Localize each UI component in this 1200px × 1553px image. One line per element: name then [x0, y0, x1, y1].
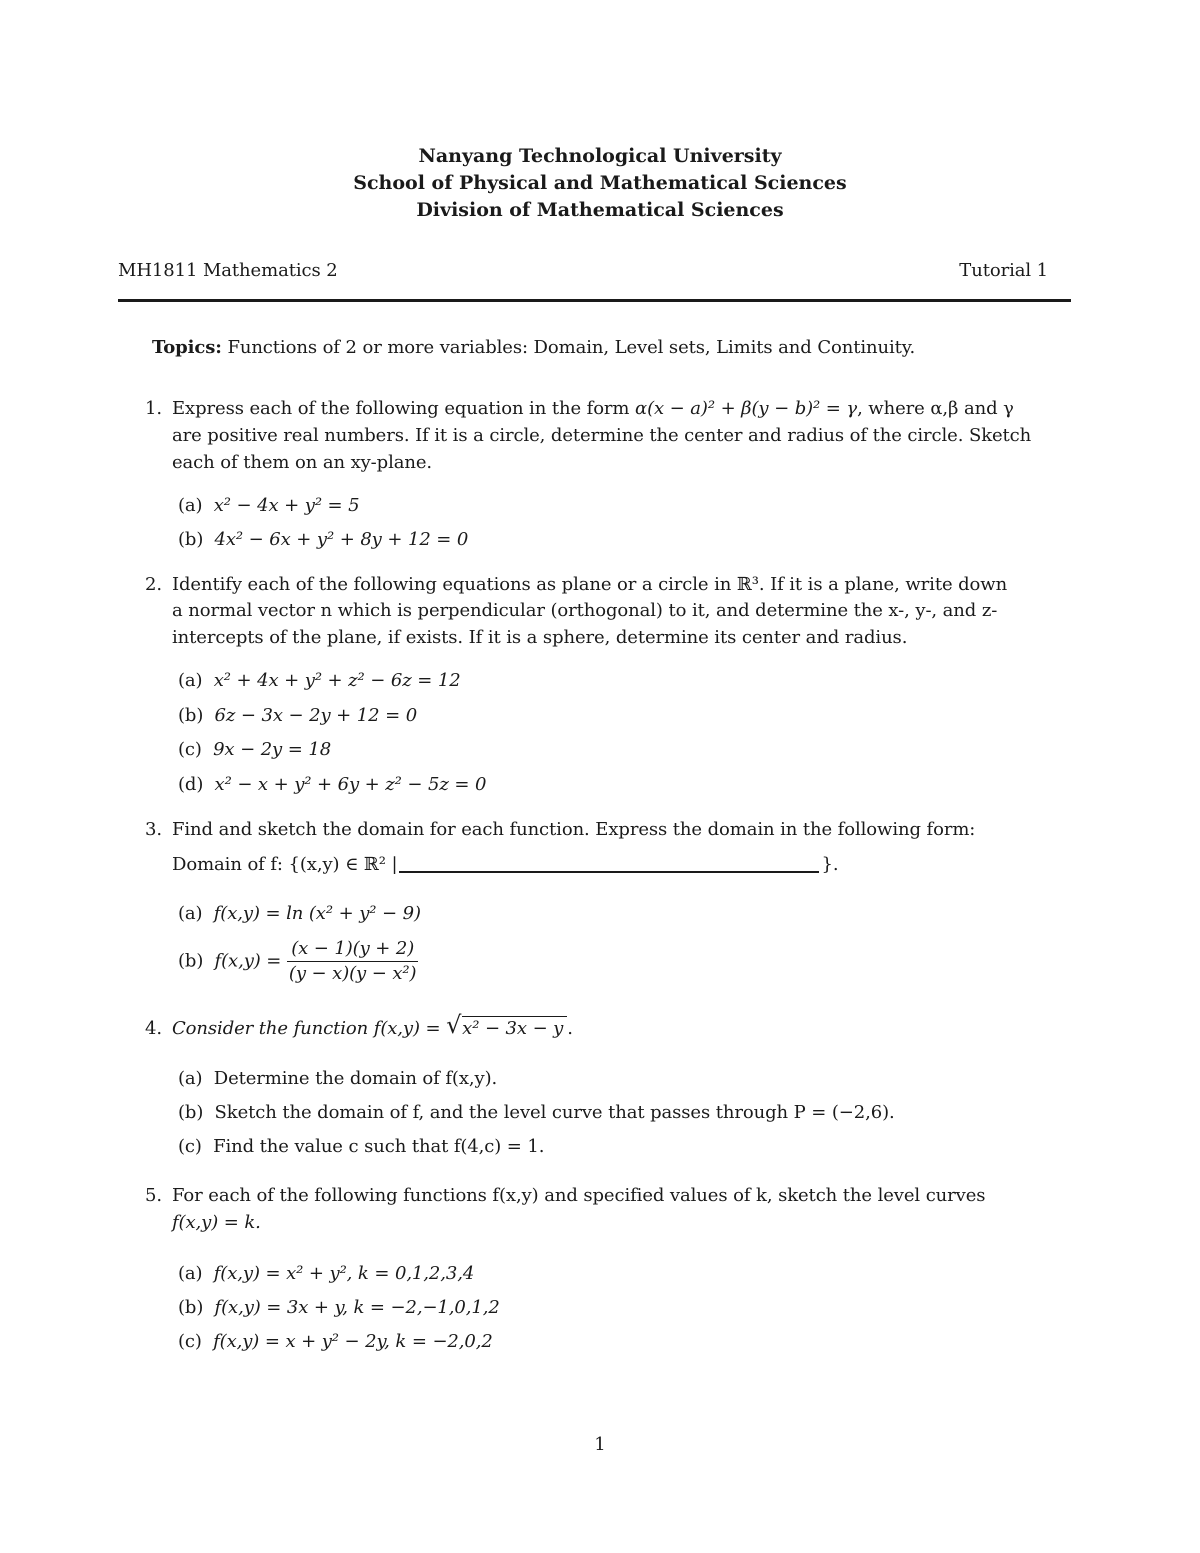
q3b-fraction: [287, 937, 419, 986]
q4-radicand: x² − 3x − y: [462, 1016, 567, 1039]
q4-sqrt: [446, 1011, 567, 1041]
q2-part-d: [178, 773, 486, 797]
q2b-label: (b): [178, 705, 204, 726]
q4-part-c: [178, 1135, 544, 1159]
q3a-expr: f(x,y) = ln (x² + y² − 9): [213, 903, 421, 924]
q4a-text: Determine the domain of f(x,y).: [213, 1068, 498, 1089]
q2-part-b: [178, 704, 417, 728]
university-name: Nanyang Technological University: [418, 145, 782, 167]
q1a-expr: x² − 4x + y² = 5: [213, 495, 360, 516]
q2-part-c: [178, 738, 331, 762]
q2c-expr: 9x − 2y = 18: [213, 739, 332, 760]
q2a-expr: x² + 4x + y² + z² − 6z = 12: [213, 670, 461, 691]
q3b-numerator: (x − 1)(y + 2): [287, 937, 419, 962]
tutorial-label: Tutorial 1: [959, 260, 1048, 281]
q1-line1: [172, 397, 1014, 421]
q3-number: 3.: [145, 819, 162, 840]
q1-line1-text: Express each of the following equation in the form: [172, 398, 636, 419]
q2d-expr: x² − x + y² + 6y + z² − 5z = 0: [214, 774, 487, 795]
q5-line1: For each of the following functions f(x,y) and specified values of k, sketch the level curves: [172, 1185, 986, 1206]
q3b-denominator: (y − x)(y − x²): [288, 963, 417, 984]
topics-text: Functions of 2 or more variables: Domain, Level sets, Limits and Continuity.: [227, 337, 916, 358]
q1-number: 1.: [145, 398, 162, 419]
q4b-text: Sketch the domain of f, and the level curve that passes through P = (−2,6).: [214, 1102, 895, 1123]
q1-part-b: [178, 528, 468, 552]
sqrt-icon: √: [446, 1011, 462, 1039]
q5-part-c: [178, 1330, 493, 1354]
q3-answer-blank: [399, 855, 819, 873]
q3-part-b: [178, 937, 418, 986]
q1-line2: are positive real numbers. If it is a circle, determine the center and radius of the circle. Sketch: [172, 425, 1032, 446]
page-number: 1: [594, 1434, 606, 1455]
q1-line3: each of them on an xy-plane.: [172, 452, 433, 473]
q4c-text: Find the value c such that f(4,c) = 1.: [213, 1136, 545, 1157]
q5b-expr: f(x,y) = 3x + y, k = −2,−1,0,1,2: [214, 1297, 500, 1318]
q1-form-formula: α(x − a)² + β(y − b)² = γ: [635, 398, 858, 419]
header-rule: [118, 299, 1071, 302]
q2-part-a: [178, 669, 461, 693]
q2-line1: Identify each of the following equations as plane or a circle in ℝ³. If it is a plane, write down: [172, 574, 1008, 595]
q4b-label: (b): [178, 1102, 204, 1123]
q1-part-a: [178, 494, 360, 518]
q5-part-a: [178, 1262, 474, 1286]
course-title: MH1811 Mathematics 2: [118, 260, 338, 281]
q1a-label: (a): [178, 495, 203, 516]
q4-part-a: [178, 1067, 497, 1091]
q2c-label: (c): [178, 739, 202, 760]
q5-part-b: [178, 1296, 500, 1320]
topics-label: Topics:: [152, 337, 222, 358]
q4-function-def: Consider the function f(x,y) =: [172, 1018, 441, 1039]
q5b-label: (b): [178, 1297, 204, 1318]
q5a-label: (a): [178, 1263, 203, 1284]
q3b-label: (b): [178, 950, 204, 972]
q3-part-a: [178, 902, 421, 926]
q5-line2: [172, 1211, 261, 1235]
q2b-expr: 6z − 3x − 2y + 12 = 0: [214, 705, 418, 726]
q3-line1: Find and sketch the domain for each function. Express the domain in the following form:: [172, 819, 976, 840]
q3-domain-prefix: Domain of f: {(x,y) ∈ ℝ² |: [172, 854, 398, 875]
q4-line1: [172, 1011, 573, 1041]
q2a-label: (a): [178, 670, 203, 691]
q4-line1-tail: .: [567, 1018, 573, 1039]
q5a-expr: f(x,y) = x² + y², k = 0,1,2,3,4: [213, 1263, 475, 1284]
q5-line2-expr: f(x,y) = k.: [172, 1212, 261, 1233]
q5c-label: (c): [178, 1331, 202, 1352]
q4c-label: (c): [178, 1136, 202, 1157]
topics-line: [152, 336, 915, 360]
q2-line3: intercepts of the plane, if exists. If it is a sphere, determine its center and radius.: [172, 627, 908, 648]
q2-number: 2.: [145, 574, 162, 595]
q1-line1-tail: , where α,β and γ: [857, 398, 1014, 419]
q1b-label: (b): [178, 529, 204, 550]
q2d-label: (d): [178, 774, 204, 795]
school-name: School of Physical and Mathematical Sciences: [353, 172, 847, 194]
q2-line2: a normal vector n which is perpendicular (orthogonal) to it, and determine the x-, y-, and z-: [172, 600, 998, 621]
q3b-lhs: f(x,y) =: [214, 950, 282, 972]
q4a-label: (a): [178, 1068, 203, 1089]
q4-number: 4.: [145, 1018, 162, 1039]
q5c-expr: f(x,y) = x + y² − 2y, k = −2,0,2: [213, 1331, 493, 1352]
q3-domain-suffix: }.: [821, 854, 839, 875]
q3a-label: (a): [178, 903, 203, 924]
q4-part-b: [178, 1101, 895, 1125]
q1b-expr: 4x² − 6x + y² + 8y + 12 = 0: [214, 529, 469, 550]
division-name: Division of Mathematical Sciences: [416, 199, 784, 221]
q5-number: 5.: [145, 1185, 162, 1206]
q3-domain-form: [172, 853, 838, 877]
